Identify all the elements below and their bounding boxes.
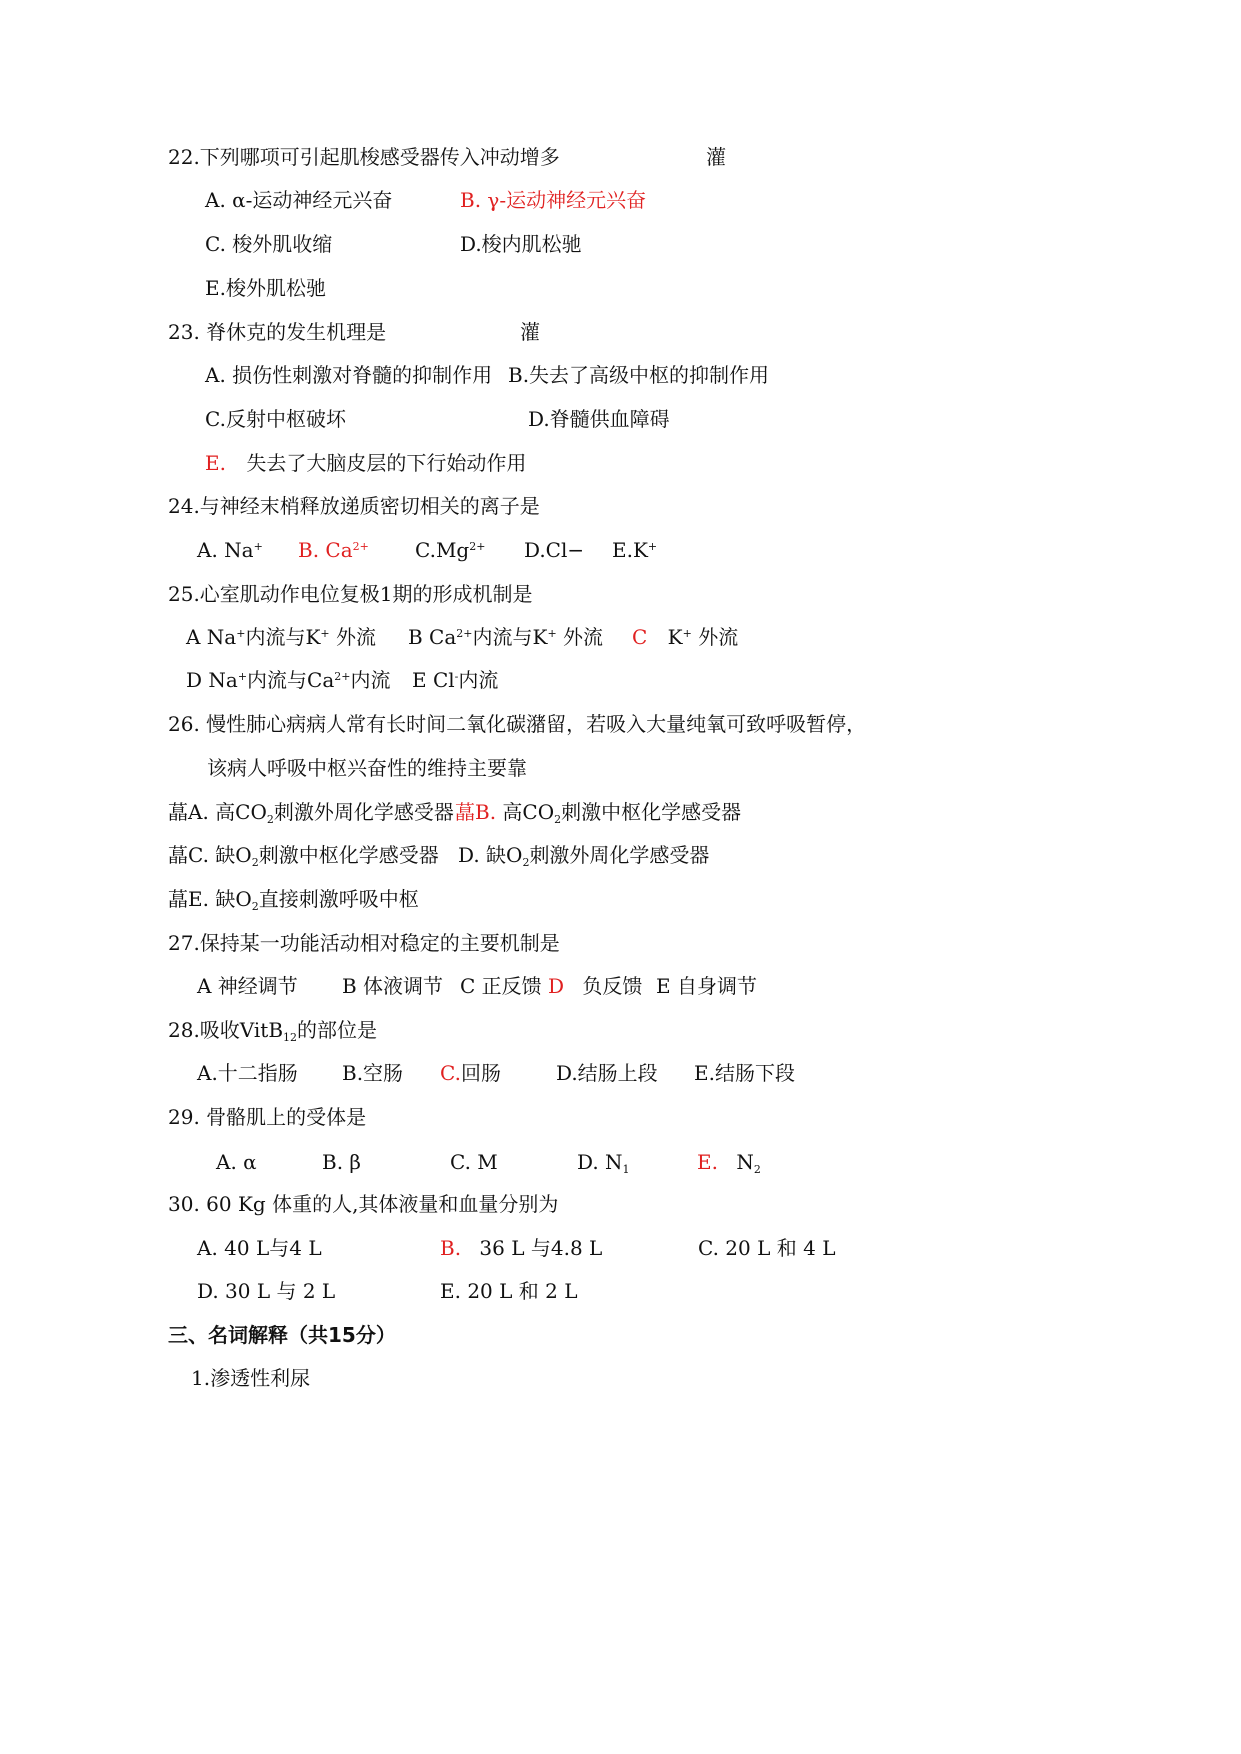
question-26-answer-letter: 蕌B. [455,800,497,824]
question-28-stem: 28.吸收VitB$_{12}$的部位是 [168,1018,378,1044]
question-23-option-b: B.失去了高级中枢的抑制作用 [508,363,770,387]
question-22-option-a: A. α-运动神经元兴奋 [205,188,393,212]
question-23-mark: 灌 [520,320,540,344]
question-30-option-a: A. 40 L与4 L [197,1236,322,1260]
question-26-stem-line2: 该病人呼吸中枢兴奋性的维持主要靠 [207,756,527,780]
question-29-option-e: E. $N_2$ [697,1150,761,1176]
question-25-option-a: A Na+内流与K+ 外流 [186,625,376,649]
question-23-stem: 23. 脊休克的发生机理是 [168,320,387,344]
question-22-option-e: E.梭外肌松驰 [205,276,326,300]
question-28-option-a: A.十二指肠 [197,1061,298,1085]
question-24-option-c: $C.Mg^{2+}$ [415,538,486,562]
question-26-option-c: 蕌C. 缺$O_2$刺激中枢化学感受器 [168,843,439,869]
question-26-option-a: 蕌A. 高$CO_2$刺激外周化学感受器 [168,800,454,826]
question-22-stem: 22.下列哪项可引起肌梭感受器传入冲动增多 [168,145,560,169]
question-29-option-d: D. $N_1$ [577,1150,630,1176]
question-27-option-e: E 自身调节 [656,974,757,998]
question-26-option-e: 蕌E. 缺$O_2$直接刺激呼吸中枢 [168,887,419,913]
question-30-option-c: C. 20 L 和 4 L [698,1236,836,1260]
question-29-option-c: C. M [450,1150,498,1174]
question-23-option-a: A. 损伤性刺激对脊髓的抑制作用 [205,363,493,387]
question-30-option-e: E. 20 L 和 2 L [440,1279,578,1303]
question-27-option-a: A 神经调节 [197,974,298,998]
question-29-stem: 29. 骨骼肌上的受体是 [168,1105,367,1129]
question-29-answer-letter: E. [697,1150,718,1174]
question-25-option-c: C K+ 外流 [632,625,739,649]
question-27-answer-letter: D [548,974,565,998]
question-29-option-b: B. β [322,1150,361,1174]
question-22-option-d: D.梭内肌松驰 [460,232,582,256]
question-28-option-d: D.结肠上段 [556,1061,658,1085]
question-24-option-d: D.Cl− [524,538,585,562]
question-25-stem: 25.心室肌动作电位复极1期的形成机制是 [168,582,533,606]
question-24-stem: 24.与神经末梢释放递质密切相关的离子是 [168,494,540,518]
question-30-option-d: D. 30 L 与 2 L [197,1279,336,1303]
question-24-option-e: E.K+ [612,538,658,562]
section-3-heading: 三、名词解释（共15分） [168,1323,396,1347]
question-30-option-b: B. 36 L 与4.8 L [440,1236,603,1260]
question-25-answer-letter: C [632,625,648,649]
question-28-option-c: C.回肠 [440,1061,501,1085]
term-item-1: 1.渗透性利尿 [191,1366,311,1390]
question-27-option-c: C 正反馈 [460,974,542,998]
question-30-stem: 30. 60 Kg 体重的人,其体液量和血量分别为 [168,1192,559,1216]
question-30-answer-letter: B. [440,1236,462,1260]
question-25-option-e: E Cl-内流 [412,668,499,692]
question-27-stem: 27.保持某一功能活动相对稳定的主要机制是 [168,931,560,955]
question-23-option-d: D.脊髓供血障碍 [528,407,670,431]
question-22-mark: 灌 [706,145,726,169]
question-29-option-a: A. α [216,1150,257,1174]
question-23-option-e-text: 失去了大脑皮层的下行始动作用 [246,451,527,475]
question-23-option-c: C.反射中枢破坏 [205,407,346,431]
question-27-option-d: D 负反馈 [548,974,643,998]
question-23-option-e [205,451,526,475]
question-25-option-d: D Na+内流与$Ca^{2+}$内流 [186,668,391,692]
question-26-option-d: D. 缺$O_2$刺激外周化学感受器 [458,843,710,869]
question-25-option-b: B $Ca^{2+}$内流与K+ 外流 [408,625,604,649]
question-26-stem-line1: 26. 慢性肺心病病人常有长时间二氧化碳潴留，若吸入大量纯氧可致呼吸暂停， [168,712,867,736]
question-28-option-b: B.空肠 [342,1061,404,1085]
question-26-option-b: 蕌B. 高$CO_2$刺激中枢化学感受器 [455,800,742,826]
question-28-answer-letter: C. [440,1061,461,1085]
question-24-option-a: A. Na+ [197,538,263,562]
question-24-option-b-answer: B. $Ca^{2+}$ [298,538,369,562]
question-23-answer-letter: E. [205,451,226,475]
question-28-option-e: E.结肠下段 [694,1061,795,1085]
question-27-option-b: B 体液调节 [342,974,444,998]
question-22-option-c: C. 梭外肌收缩 [205,232,333,256]
question-22-option-b-answer: B. γ-运动神经元兴奋 [460,188,647,212]
